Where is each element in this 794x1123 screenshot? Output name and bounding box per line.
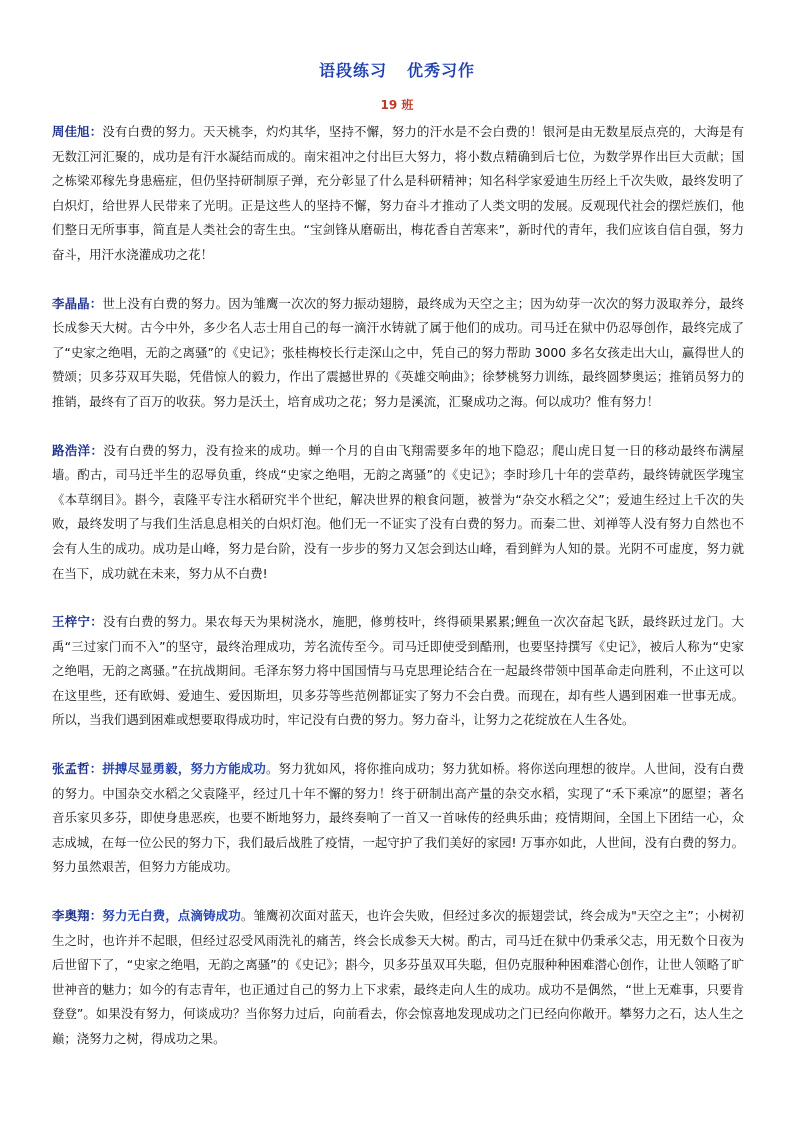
- title-part-2: 优秀习作: [407, 61, 476, 80]
- document-body: [52, 120, 744, 1052]
- author-name: 李晶晶：: [52, 295, 103, 311]
- lead-phrase: 拼搏尽显勇毅，努力方能成功: [102, 761, 266, 777]
- essay-paragraph: [52, 904, 744, 1052]
- paragraph-text: 没有白费的努力，没有捡来的成功。蝉一个月的自由飞翔需要多年的地下隐忍；爬山虎日复一日的移动最终布满屋墙。酌古，司马迁半生的忍辱负重，终成“史家之绝唱，无韵之离骚”的《史记》；李时珍几十年的尝草药，最终铸就医学瑰宝《本草纲目》。斟今，袁隆平专注水稻研究半个世纪，解决世界的粮食问题，被誉为“杂交水稻之父”；爱迪生经过上千次的失败，最终发明了与我们生活息息相关的白炽灯泡。他们无一不证实了没有白费的努力。而秦二世、刘禅等人没有努力自然也不会有人生的成功。成功是山峰，努力是台阶，没有一步步的努力又怎会到达山峰，看到鲜为人知的景。光阴不可虚度，努力就在当下，成功就在未来，努力从不白费!: [52, 442, 745, 581]
- essay-paragraph: [52, 610, 744, 733]
- author-name: 王梓宁：: [52, 614, 103, 630]
- essay-paragraph: [52, 757, 744, 880]
- essay-paragraph: [52, 439, 744, 587]
- paragraph-text: 没有白费的努力。果农每天为果树浇水，施肥，修剪枝叶，终得硕果累累;鲤鱼一次次奋起飞跃，最终跃过龙门。大禹“三过家门而不入”的坚守，最终治理成功，芳名流传至今。司马迁即使受到酷刑，也要坚持撰写《史记》，被后人称为“史家之绝唱，无韵之离骚。”在抗战期间。毛泽东努力将中国国情与马克思理论结合在一起最终带领中国革命走向胜利，不止这可以在这里些，还有欧姆、爱迪生、爱因斯坦，贝多芬等些范例都证实了努力不会白费。而现在，却有些人遇到困难一世事无成。所以，当我们遇到困难或想要取得成功时，牢记没有白费的努力。努力奋斗，让努力之花绽放在人生各处。: [52, 614, 744, 728]
- essay-paragraph: [52, 292, 744, 415]
- author-name: 李奥翔：: [52, 908, 103, 924]
- author-name: 张孟哲：: [52, 761, 103, 777]
- paragraph-text: 。雏鹰初次面对蓝天，也许会失败，但经过多次的振翅尝试，终会成为"天空之主”；小树初生之时，也许并不起眼，但经过忍受风雨洗礼的痛苦，终会长成参天大树。酌古，司马迁在狱中仍秉承父志，用无数个日夜为后世留下了，“史家之绝唱，无韵之离骚”的《史记》；斟今，贝多芬虽双耳失聪，但仍克服种种困难潜心创作，让世人领略了旷世神音的魅力；如今的有志青年，也正通过自己的努力上下求索，最终走向人生的成功。成功不是偶然，“世上无难事，只要肯登登”。如果没有努力，何谈成功？当你努力过后，向前看去，你会惊喜地发现成功之门已经向你敞开。攀努力之石，达人生之巅；浇努力之树，得成功之果。: [52, 908, 745, 1046]
- author-name: 路浩洋：: [52, 442, 104, 458]
- lead-phrase: 努力无白费，点滴铸成功: [102, 908, 241, 924]
- essay-paragraph: [52, 120, 744, 268]
- paragraph-text: 世上没有白费的努力。因为雏鹰一次次的努力振动翅膀，最终成为天空之主；因为幼芽一次次的努力汲取养分，最终长成参天大树。古今中外，多少名人志士用自己的每一滴汗水铸就了属于他们的成功。司马迁在狱中仍忍辱创作，最终完成了了“史家之绝唱，无韵之离骚”的《史记》；张桂梅校长行走深山之中，凭自己的努力帮助 3000 多名女孩走出大山，赢得世人的赞颂；贝多芬双耳失聪，凭借惊人的毅力，作出了震撼世界的《英雄交响曲》；徐梦桃努力训练，最终圆梦奥运；推销员努力的推销，最终有了百万的收获。努力是沃土，培育成功之花；努力是溪流，汇聚成功之海。何以成功？惟有努力！: [52, 295, 745, 409]
- paragraph-text: 。努力犹如风，将你推向成功；努力犹如桥。将你送向理想的彼岸。人世间，没有白费的努力。中国杂交水稻之父袁隆平，经过几十年不懈的努力！终于研制出高产量的杂交水稻，实现了“禾下乘凉”的愿望；著名音乐家贝多芬，即使身患恶疾，也要不断地努力，最终奏响了一首又一首咏传的经典乐曲；疫情期间，全国上下团结一心，众志成城，在每一位公民的努力下，我们最后战胜了疫情，一起守护了我们美好的家园! 万事亦如此，人世间，没有白费的努力。努力虽然艰苦，但努力方能成功。: [52, 761, 745, 875]
- class-label: 19 班: [380, 98, 414, 112]
- title-part-1: 语段练习: [318, 61, 387, 80]
- document-title: [0, 58, 794, 81]
- author-name: 周佳旭：: [52, 124, 103, 139]
- paragraph-text: 没有白费的努力。天天桃李，灼灼其华，坚持不懈，努力的汗水是不会白费的！银河是由无数星辰点亮的，大海是有无数江河汇聚的，成功是有汗水凝结而成的。南宋祖冲之付出巨大努力，将小数点精确到后七位，为数学界作出巨大贡献；国之栋梁邓稼先身患癌症，但仍坚持研制原子弹，充分彰显了什么是科研精神；知名科学家爱迪生历经上千次失败，最终发明了白炽灯，给世界人民带来了光明。正是这些人的坚持不懈，努力奋斗才推动了人类文明的发展。反观现代社会的摆烂族们，他们整日无所事事，简直是人类社会的寄生虫。“宝剑锋从磨砺出，梅花香自苦寒来”，新时代的青年，我们应该自信自强，努力奋斗，用汗水浇灌成功之花！: [52, 124, 745, 262]
